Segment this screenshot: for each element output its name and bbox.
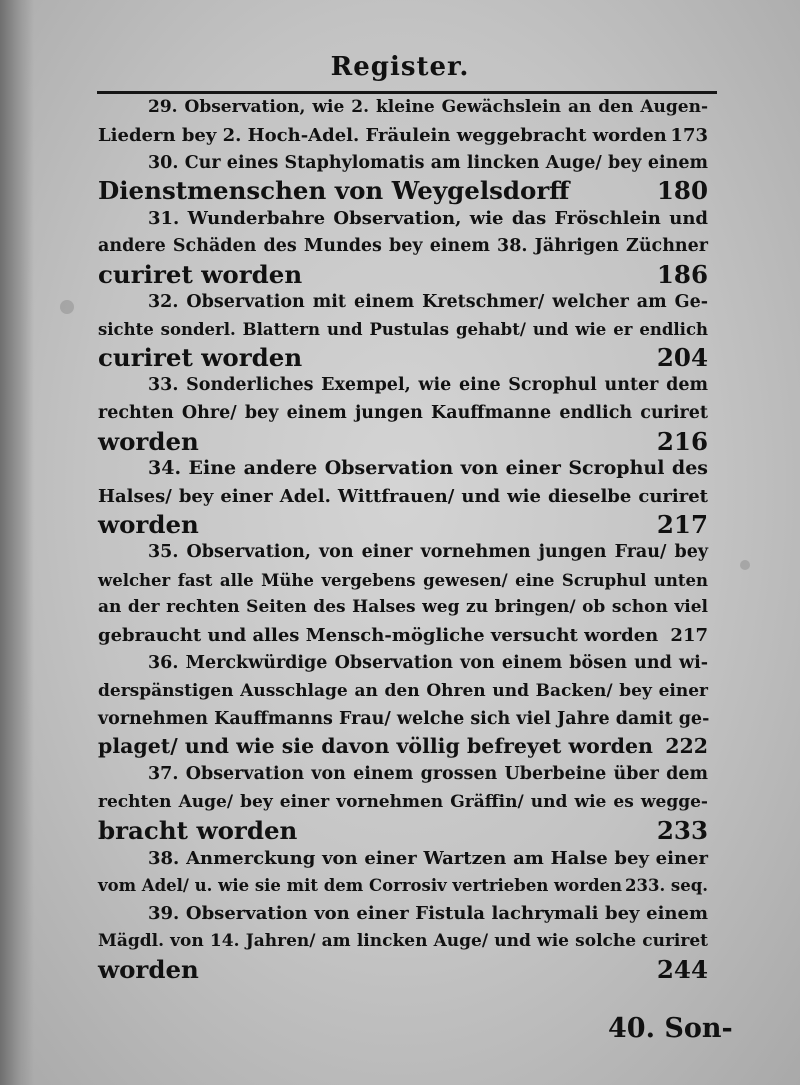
page-header: Register.: [330, 52, 470, 82]
entry-last-line: [98, 261, 708, 289]
entry-text-line: sichte sonderl. Blattern und Pustulas gehabt/ und wie er endlich: [98, 320, 708, 340]
entry-page-number: 204: [656, 343, 708, 373]
entry-text: worden: [98, 954, 199, 984]
register-entry: [98, 205, 708, 288]
entry-page-number: 216: [656, 426, 708, 456]
paper-stain: [60, 300, 74, 314]
entry-text: curiret worden: [98, 259, 303, 289]
entry-page-number: 244: [656, 954, 708, 984]
page-gutter-shadow: [0, 0, 34, 1085]
entry-text: vom Adel/ u. wie sie mit dem Corrosiv vertrieben worden: [98, 876, 622, 896]
entry-text: bracht worden: [98, 815, 298, 845]
entry-text-line: 29. Observation, wie 2. kleine Gewächslein an den Augen-: [148, 97, 708, 117]
entry-text-line: an der rechten Seiten des Halses weg zu bringen/ ob schon viel: [98, 597, 708, 618]
register-entry: [98, 845, 708, 901]
register-entry: [98, 150, 708, 206]
entry-text-line: 35. Observation, von einer vornehmen jungen Frau/ bey: [148, 541, 708, 562]
register-entry: [98, 455, 708, 538]
entry-text: Liedern bey 2. Hoch-Adel. Fräulein weggebracht worden: [98, 124, 667, 146]
register-entry: [98, 289, 708, 372]
entry-text-line: vornehmen Kauffmanns Frau/ welche sich viel Jahre damit ge-: [98, 708, 710, 729]
entry-text-line: rechten Ohre/ bey einem jungen Kauffmanne endlich curiret: [98, 402, 708, 423]
entry-text-line: 38. Anmerckung von einer Wartzen am Halse bey einer: [148, 847, 708, 869]
entry-last-line: [98, 428, 708, 456]
register-entries: [98, 94, 708, 984]
entry-text-line: andere Schäden des Mundes bey einem 38. Jährigen Züchner: [98, 235, 708, 256]
paper-stain: [740, 560, 750, 570]
entry-text: curiret worden: [98, 343, 303, 373]
register-entry: [98, 372, 708, 455]
entry-page-number: 180: [656, 176, 708, 206]
entry-text: Dienstmenschen von Weygelsdorff: [98, 176, 570, 206]
entry-text-line: 37. Observation von einem grossen Uberbeine über dem: [148, 764, 708, 785]
entry-text-line: 36. Merckwürdige Observation von einem bösen und wi-: [148, 652, 708, 673]
entry-text: worden: [98, 426, 199, 456]
entry-last-line: [98, 177, 708, 205]
entry-text: gebraucht und alles Mensch-mögliche versucht worden: [98, 625, 659, 647]
entry-last-line: [98, 344, 708, 372]
register-entry: [98, 650, 708, 761]
entry-last-line: [98, 733, 708, 761]
entry-text-line: 30. Cur eines Staphylomatis am lincken Auge/ bey einem: [148, 152, 708, 173]
entry-text-line: 32. Observation mit einem Kretschmer/ welcher am Ge-: [148, 291, 708, 312]
entry-page-number: 186: [656, 259, 708, 289]
entry-page-number: 217: [670, 625, 708, 647]
entry-text-line: derspänstigen Ausschlage an den Ohren und Backen/ bey einer: [98, 680, 708, 701]
register-entry: [98, 94, 708, 150]
entry-page-number: 173: [670, 124, 708, 146]
entry-text-line: 33. Sonderliches Exempel, wie eine Scrophul unter dem: [148, 374, 708, 395]
entry-text-line: rechten Auge/ bey einer vornehmen Gräffin/ und wie es wegge-: [98, 791, 708, 812]
entry-text-line: Mägdl. von 14. Jahren/ am lincken Auge/ und wie solche curiret: [98, 930, 708, 951]
entry-text-line: Halses/ bey einer Adel. Wittfrauen/ und wie dieselbe curiret: [98, 486, 708, 508]
entry-page-number: 233: [656, 815, 708, 845]
entry-page-number: 233. seq.: [625, 876, 708, 896]
entry-text-line: 34. Eine andere Observation von einer Scrophul des: [148, 457, 708, 480]
entry-last-line: [98, 122, 708, 150]
register-entry: [98, 900, 708, 983]
entry-last-line: [98, 956, 708, 984]
catchword: 40. Son-: [608, 1013, 733, 1044]
entry-last-line: [98, 622, 708, 650]
entry-last-line: [98, 511, 708, 539]
entry-text-line: 31. Wunderbahre Observation, wie das Fröschlein und: [148, 208, 708, 230]
entry-text-line: 39. Observation von einer Fistula lachrymali bey einem: [148, 903, 708, 925]
register-entry: [98, 761, 708, 844]
entry-text: plaget/ und wie sie davon völlig befreyet worden: [98, 734, 653, 759]
entry-page-number: 222: [665, 734, 708, 759]
entry-text: worden: [98, 509, 199, 539]
entry-last-line: [98, 872, 708, 900]
entry-page-number: 217: [656, 509, 708, 539]
entry-last-line: [98, 817, 708, 845]
entry-text-line: welcher fast alle Mühe vergebens gewesen/ eine Scruphul unten: [98, 570, 708, 590]
register-entry: [98, 539, 708, 650]
